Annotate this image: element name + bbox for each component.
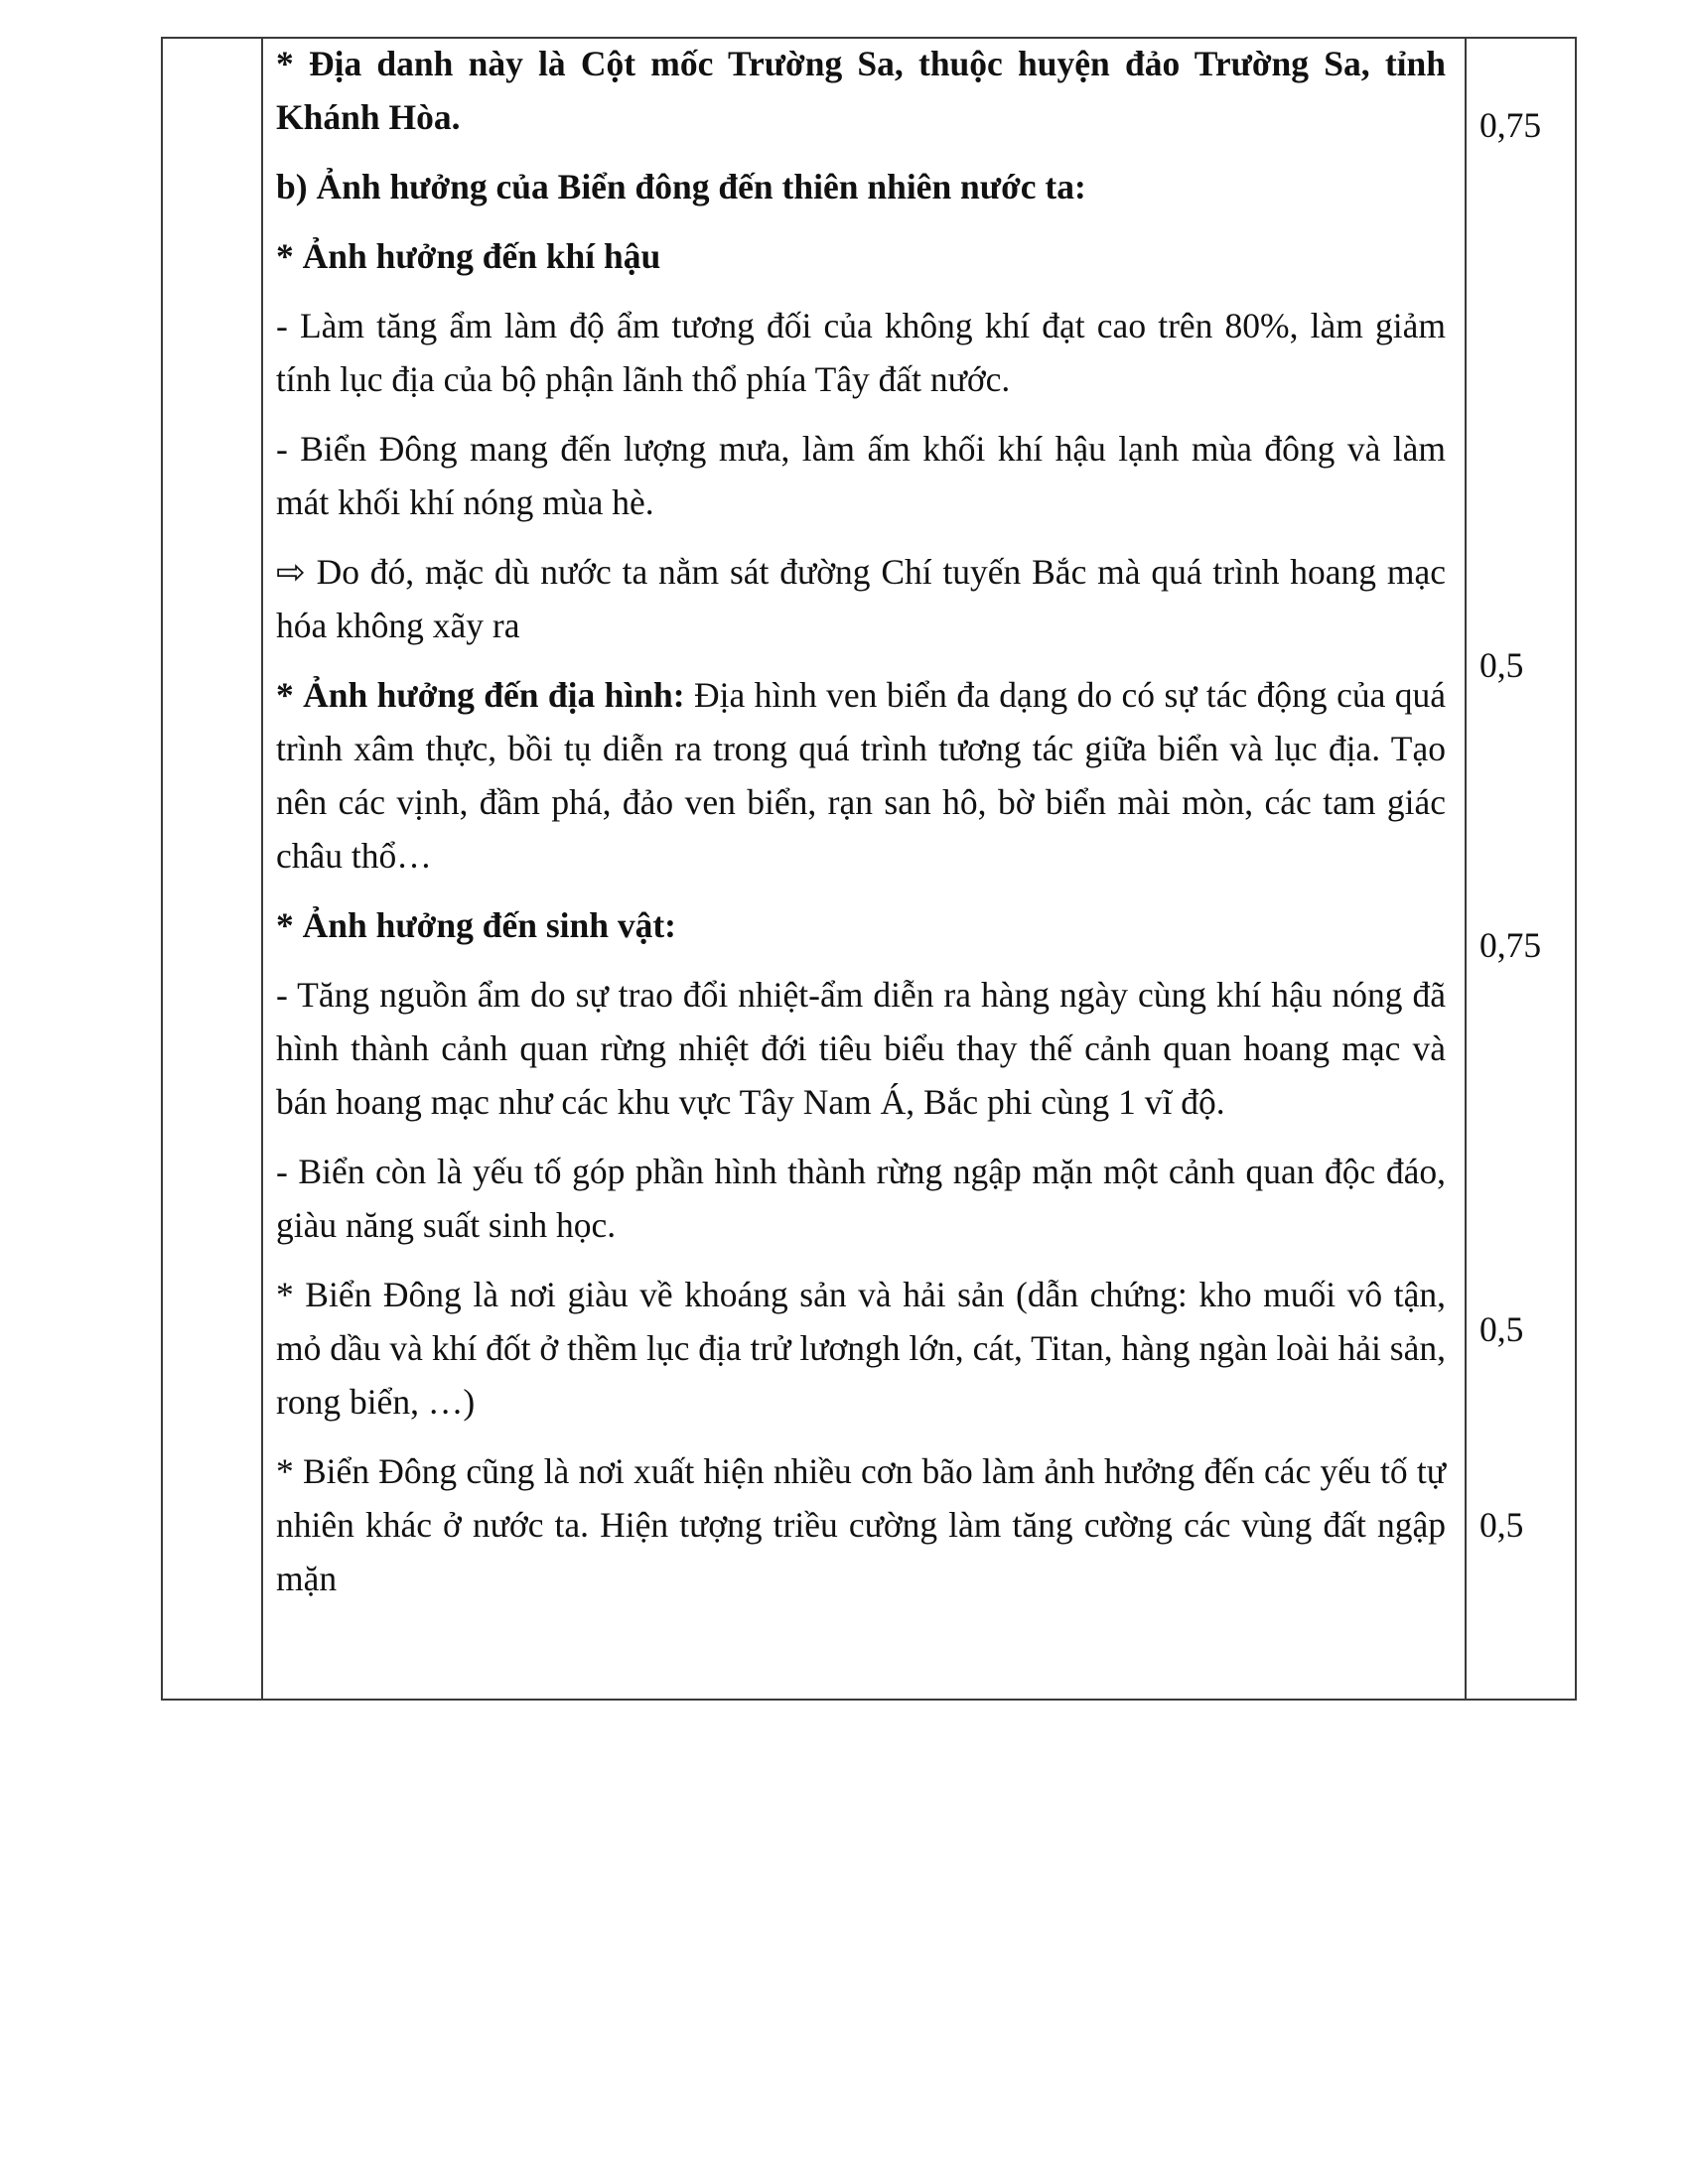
heading-biology: * Ảnh hưởng đến sinh vật:	[276, 905, 676, 945]
paragraph-storms: * Biển Đông cũng là nơi xuất hiện nhiều cơn bão làm ảnh hưởng đến các yếu tố tự nhiên khác ở nước ta. Hiện tượng triều cường làm tăng cường các vùng đất ngập mặn	[276, 1451, 1446, 1598]
paragraph-forest: - Tăng nguồn ẩm do sự trao đổi nhiệt-ẩm diễn ra hàng ngày cùng khí hậu nóng đã hình thành cảnh quan rừng nhiệt đới tiêu biểu thay thế cảnh quan hoang mạc và bán hoang mạc như các khu vực Tây Nam Á, Bắc phi cùng 1 vĩ độ.	[276, 975, 1446, 1122]
paragraph-terrain: * Ảnh hưởng đến địa hình: Địa hình ven biển đa dạng do có sự tác động của quá trình xâm thực, bồi tụ diễn ra trong quá trình tương tác giữa biển và lục địa. Tạo nên các vịnh, đầm phá, đảo ven biển, rạn san hô, bờ biển mài mòn, các tam giác châu thổ…	[276, 675, 1447, 876]
paragraph-location: * Địa danh này là Cột mốc Trường Sa, thuộc huyện đảo Trường Sa, tỉnh Khánh Hòa.	[276, 44, 1446, 137]
paragraph-humidity: - Làm tăng ẩm làm độ ẩm tương đối của không khí đạt cao trên 80%, làm giảm tính lục địa của bộ phận lãnh thổ phía Tây đất nước.	[276, 306, 1446, 399]
heading-b: b) Ảnh hưởng của Biển đông đến thiên nhiên nước ta:	[276, 167, 1086, 206]
score-value: 0,75	[1479, 925, 1542, 965]
answer-table	[161, 37, 1577, 1701]
heading-terrain: * Ảnh hưởng đến địa hình:	[276, 675, 685, 715]
question-number-cell	[163, 39, 261, 1699]
score-value: 0,5	[1479, 1505, 1524, 1545]
column-divider	[1465, 39, 1467, 1699]
score-value: 0,5	[1479, 645, 1524, 685]
paragraph-resources: * Biển Đông là nơi giàu về khoáng sản và hải sản (dẫn chứng: kho muối vô tận, mỏ dầu và khí đốt ở thềm lục địa trử lươngh lớn, cát, Titan, hàng ngàn loài hải sản, rong biển, …)	[276, 1275, 1446, 1422]
arrow-right-outline-icon: ⇨	[276, 552, 306, 592]
score-value: 0,75	[1479, 105, 1542, 145]
paragraph-rainfall: - Biển Đông mang đến lượng mưa, làm ấm khối khí hậu lạnh mùa đông và làm mát khối khí nóng mùa hè.	[276, 429, 1446, 522]
heading-climate: * Ảnh hưởng đến khí hậu	[276, 236, 661, 276]
paragraph-mangrove: - Biển còn là yếu tố góp phần hình thành rừng ngập mặn một cảnh quan độc đáo, giàu năng suất sinh học.	[276, 1152, 1446, 1245]
score-value: 0,5	[1479, 1309, 1524, 1349]
column-divider	[261, 39, 263, 1699]
paragraph-conclusion: ⇨ Do đó, mặc dù nước ta nằm sát đường Chí tuyến Bắc mà quá trình hoang mạc hóa không xãy ra	[276, 552, 1446, 645]
